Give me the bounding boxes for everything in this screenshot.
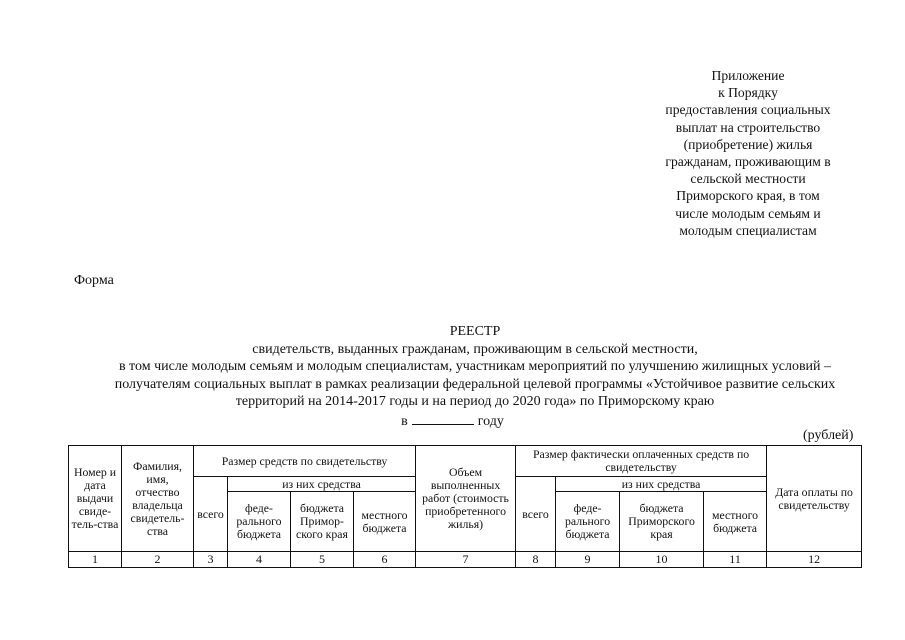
column-number: 6	[354, 552, 416, 568]
column-number: 8	[516, 552, 556, 568]
header-paid-regional: бюджета Приморского края	[620, 492, 704, 552]
column-number: 2	[122, 552, 194, 568]
appendix-line: (приобретение) жилья	[683, 136, 813, 152]
header-payment-date: Дата оплаты по свидетельству	[767, 446, 862, 552]
year-line	[0, 412, 905, 430]
appendix-line: предоставления социальных	[665, 102, 831, 118]
column-number: 11	[704, 552, 767, 568]
column-number: 12	[767, 552, 862, 568]
appendix-note	[648, 67, 848, 239]
title-line: получателям социальных выплат в рамках реализации федеральной целевой программы «Устойчивое развитие сельских	[114, 376, 836, 392]
column-number: 7	[416, 552, 516, 568]
title-line: территорий на 2014-2017 годы и на период до 2020 года» по Приморскому краю	[235, 394, 715, 409]
column-number: 4	[228, 552, 291, 568]
appendix-line: выплат на строительство	[675, 119, 821, 135]
document-title	[40, 323, 905, 411]
form-label: Форма	[74, 273, 114, 288]
appendix-line: гражданам, проживающим в	[665, 154, 831, 170]
year-suffix: году	[477, 414, 504, 429]
header-owner-name: Фамилия, имя, отчество владельца свидетель-ства	[122, 446, 194, 552]
header-cert-federal: феде-рального бюджета	[228, 492, 291, 552]
column-number: 1	[69, 552, 122, 568]
header-cert-amount-group: Размер средств по свидетельству	[194, 446, 416, 477]
title-line: свидетельств, выданных гражданам, проживающим в сельской местности,	[252, 341, 698, 357]
year-prefix: в	[401, 414, 408, 429]
unit-label: (рублей)	[803, 428, 854, 443]
appendix-line: сельской местности	[690, 171, 806, 187]
appendix-line: числе молодым семьям и	[675, 205, 821, 221]
column-number: 9	[556, 552, 620, 568]
header-cert-local: местного бюджета	[354, 492, 416, 552]
header-paid-local: местного бюджета	[704, 492, 767, 552]
header-paid-federal: феде-рального бюджета	[556, 492, 620, 552]
header-cert-total: всего	[194, 477, 228, 552]
appendix-line: Приморского края, в том	[676, 188, 820, 204]
appendix-line: молодым специалистам	[679, 222, 817, 238]
column-number: 3	[194, 552, 228, 568]
year-blank	[412, 412, 474, 425]
header-cert-regional: бюджета Примор-ского края	[291, 492, 354, 552]
header-work-volume: Объем выполненных работ (стоимость приобретенного жилья)	[416, 446, 516, 552]
header-paid-subgroup: из них средства	[556, 477, 767, 492]
header-paid-amount-group: Размер фактически оплаченных средств по свидетельству	[516, 446, 767, 477]
header-cert-number: Номер и дата выдачи свиде-тель-ства	[69, 446, 122, 552]
header-cert-subgroup: из них средства	[228, 477, 416, 492]
column-number: 10	[620, 552, 704, 568]
appendix-line: к Порядку	[718, 85, 778, 101]
column-number: 5	[291, 552, 354, 568]
title-heading: РЕЕСТР	[449, 324, 501, 339]
header-paid-total: всего	[516, 477, 556, 552]
appendix-line: Приложение	[711, 68, 785, 83]
registry-table	[68, 445, 862, 568]
title-line: в том числе молодым семьям и молодым специалистам, участникам мероприятий по улучшению жилищных условий –	[118, 359, 832, 374]
